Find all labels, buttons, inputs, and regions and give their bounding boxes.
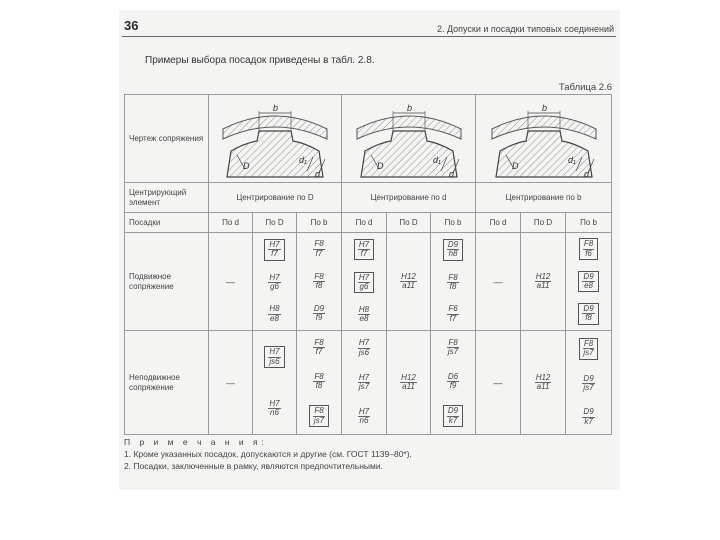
col-header: По b <box>297 213 342 233</box>
fit-shaft-tolerance: a11 <box>402 382 415 391</box>
preferred-fit <box>443 405 463 427</box>
centering-b: Центрирование по b <box>476 183 612 213</box>
fit-shaft-tolerance: f6 <box>585 248 592 258</box>
fit-shaft-tolerance: js7 <box>358 381 370 391</box>
note-item: 1. Кроме указанных посадок, допускаются и другие (см. ГОСТ 1139–80*). <box>124 449 412 459</box>
fit-fraction <box>310 338 327 358</box>
fit-hole-tolerance: F8 <box>583 338 594 348</box>
shaft-section <box>496 131 592 177</box>
fit-fraction <box>444 304 461 324</box>
fit-hole-tolerance: F8 <box>448 337 458 347</box>
fit-fraction <box>355 305 373 325</box>
fit-hole-tolerance: D9 <box>447 239 459 249</box>
header-rule <box>122 36 616 37</box>
fit-fraction <box>444 273 461 293</box>
shaft-section <box>227 131 323 177</box>
col-header: По d <box>209 213 253 233</box>
diagram-label: d <box>448 168 454 179</box>
fit-cell <box>387 233 431 331</box>
note-item: 2. Посадки, заключенные в рамку, являются предпочтительными. <box>124 461 383 471</box>
fit-cell <box>387 331 431 435</box>
diagram-label: d₁ <box>432 154 441 165</box>
fit-shaft-tolerance: f7 <box>315 248 323 258</box>
intro-text: Примеры выбора посадок приведены в табл. 2.8. <box>145 55 375 66</box>
fit-shaft-tolerance: n6 <box>270 408 279 418</box>
fit-hole-tolerance: H12 <box>401 372 416 382</box>
fit-fraction <box>444 338 461 358</box>
fit-fraction <box>397 373 420 393</box>
drawing-cell <box>209 95 342 183</box>
fit-shaft-tolerance: f7 <box>360 249 368 258</box>
diagram-label: D <box>376 160 384 171</box>
fit-shaft-tolerance: js6 <box>358 347 370 357</box>
fit-shaft-tolerance: a11 <box>536 382 550 391</box>
diagram-label: b <box>541 102 547 113</box>
fit-fraction <box>355 338 373 358</box>
fit-shaft-tolerance: g6 <box>270 281 279 291</box>
fits-table <box>124 94 612 435</box>
fit-hole-tolerance: F8 <box>314 337 324 347</box>
fit-hole-tolerance: H7 <box>358 239 370 249</box>
diagram-label: D <box>243 160 250 171</box>
drawing-cell <box>342 95 476 183</box>
diagram-label: D <box>511 160 519 171</box>
no-fit-dash: — <box>226 276 235 287</box>
fits-header-row <box>125 213 612 233</box>
col-header: По b <box>431 213 476 233</box>
diagram-label: d <box>583 168 589 179</box>
fit-hole-tolerance: F8 <box>314 271 324 281</box>
fit-fraction <box>397 272 420 292</box>
fit-shaft-tolerance: js7 <box>447 347 459 357</box>
fit-hole-tolerance: D9 <box>447 406 459 416</box>
drawing-cell <box>476 95 612 183</box>
fit-shaft-tolerance: f8 <box>585 313 592 323</box>
fit-fraction <box>265 399 283 419</box>
fit-cell <box>297 331 342 435</box>
fit-shaft-tolerance: e8 <box>270 313 279 323</box>
preferred-fit <box>354 272 374 294</box>
no-fit-dash: — <box>493 377 503 388</box>
fit-fraction <box>444 372 462 392</box>
fit-hole-tolerance: H12 <box>535 372 551 382</box>
table-caption: Таблица 2.6 <box>558 82 612 93</box>
fit-hole-tolerance: H7 <box>358 372 370 382</box>
fit-fraction <box>355 373 373 393</box>
centering-row <box>125 183 612 213</box>
preferred-fit <box>443 239 463 261</box>
fit-hole-tolerance: F8 <box>448 272 458 282</box>
fit-hole-tolerance: H12 <box>401 271 416 281</box>
fit-cell <box>431 331 476 435</box>
fit-hole-tolerance: D9 <box>583 407 594 417</box>
fit-hole-tolerance: H7 <box>269 347 280 357</box>
fit-hole-tolerance: H7 <box>269 239 280 249</box>
col-header: По D <box>521 213 566 233</box>
fixed-row <box>125 331 612 435</box>
diagram-label: b <box>273 102 279 113</box>
fit-cell <box>521 233 566 331</box>
fit-shaft-tolerance: js7 <box>583 382 594 392</box>
fit-fraction <box>579 374 597 394</box>
fit-fraction <box>532 272 555 292</box>
fit-fraction <box>532 373 555 393</box>
fit-shaft-tolerance: h8 <box>448 249 458 259</box>
row-label-centering: Центрирующий элемент <box>125 183 209 213</box>
fit-shaft-tolerance: k7 <box>448 415 458 425</box>
centering-d-inner: Центрирование по d <box>342 183 476 213</box>
fit-fraction <box>265 304 283 324</box>
diagram-label: d <box>315 168 321 179</box>
preferred-fit <box>578 303 598 325</box>
fit-shaft-tolerance: a11 <box>536 281 550 290</box>
fit-cell <box>253 331 297 435</box>
fit-cell <box>253 233 297 331</box>
centering-d-outer: Центрирование по D <box>209 183 342 213</box>
fit-shaft-tolerance: f8 <box>315 280 323 290</box>
col-header: По d <box>476 213 521 233</box>
fit-shaft-tolerance: e8 <box>359 314 369 323</box>
fit-hole-tolerance: H7 <box>358 272 370 282</box>
fit-shaft-tolerance: js7 <box>313 415 325 425</box>
fit-fraction <box>355 407 373 427</box>
fit-hole-tolerance: D9 <box>583 303 594 313</box>
fit-cell <box>476 233 521 331</box>
diagram-label: b <box>406 102 412 113</box>
fit-cell <box>342 331 387 435</box>
section-title: 2. Допуски и посадки типовых соединений <box>436 24 614 34</box>
fit-cell <box>431 233 476 331</box>
preferred-fit <box>354 239 374 261</box>
col-header: По d <box>342 213 387 233</box>
fit-cell <box>209 331 253 435</box>
fit-hole-tolerance: H8 <box>358 304 370 314</box>
shaft-section <box>361 131 457 177</box>
fit-hole-tolerance: H7 <box>358 406 370 416</box>
row-label-fits: Посадки <box>125 213 209 233</box>
fit-hole-tolerance: H7 <box>269 272 280 282</box>
fit-hole-tolerance: D9 <box>313 303 325 313</box>
fit-shaft-tolerance: js6 <box>269 356 280 366</box>
fit-cell <box>342 233 387 331</box>
row-label-drawing: Чертеж сопряжения <box>125 95 209 183</box>
fit-fraction <box>265 273 283 293</box>
fit-shaft-tolerance: k7 <box>584 416 593 426</box>
fit-shaft-tolerance: f9 <box>315 313 323 323</box>
col-header: По b <box>566 213 612 233</box>
fit-hole-tolerance: H8 <box>269 304 280 314</box>
spline-diagram-centering-b <box>484 99 604 179</box>
fit-hole-tolerance: F8 <box>314 239 324 249</box>
fit-cell <box>566 233 612 331</box>
fit-fraction <box>310 304 328 324</box>
preferred-fit <box>578 271 598 293</box>
page-number: 36 <box>124 18 139 33</box>
fit-fraction <box>310 372 327 392</box>
col-header: По D <box>253 213 297 233</box>
preferred-fit <box>264 346 284 368</box>
preferred-fit <box>579 338 598 360</box>
fit-hole-tolerance: F8 <box>583 239 594 249</box>
fit-hole-tolerance: F8 <box>314 406 324 416</box>
fit-hole-tolerance: D6 <box>447 371 459 381</box>
fit-shaft-tolerance: f7 <box>449 313 457 323</box>
fit-cell <box>566 331 612 435</box>
preferred-fit <box>264 239 284 261</box>
fit-cell <box>521 331 566 435</box>
fit-fraction <box>579 407 597 427</box>
preferred-fit <box>309 405 328 427</box>
fit-shaft-tolerance: f8 <box>315 380 323 390</box>
preferred-fit <box>579 238 598 260</box>
no-fit-dash: — <box>226 377 235 388</box>
spline-diagram-centering-d-outer <box>215 99 335 179</box>
fit-hole-tolerance: F8 <box>314 371 324 381</box>
col-header: По D <box>387 213 431 233</box>
fit-shaft-tolerance: g6 <box>359 282 369 291</box>
diagram-label: d₁ <box>567 154 576 165</box>
notes-block <box>124 436 412 472</box>
no-fit-dash: — <box>493 276 503 287</box>
fit-cell <box>297 233 342 331</box>
notes-title: П р и м е ч а н и я: <box>124 437 267 447</box>
drawing-row <box>125 95 612 183</box>
fit-shaft-tolerance: n6 <box>359 416 369 426</box>
fit-shaft-tolerance: f7 <box>271 249 278 259</box>
fit-shaft-tolerance: f8 <box>449 281 457 291</box>
row-label-movable: Подвижное сопряжение <box>125 233 209 331</box>
fit-hole-tolerance: H7 <box>269 398 280 408</box>
diagram-label: d₁ <box>299 154 307 165</box>
fit-hole-tolerance: H12 <box>535 271 551 281</box>
movable-row <box>125 233 612 331</box>
fit-hole-tolerance: H7 <box>358 338 370 348</box>
fit-fraction <box>310 239 327 259</box>
fit-hole-tolerance: D9 <box>583 271 594 281</box>
fit-hole-tolerance: D9 <box>583 373 594 383</box>
fit-shaft-tolerance: a11 <box>402 281 415 290</box>
fit-shaft-tolerance: js7 <box>583 348 594 358</box>
fit-shaft-tolerance: f7 <box>315 347 323 357</box>
fit-cell <box>476 331 521 435</box>
fit-cell <box>209 233 253 331</box>
fit-shaft-tolerance: f9 <box>449 380 457 390</box>
fit-fraction <box>310 272 327 292</box>
fit-shaft-tolerance: e8 <box>584 280 593 290</box>
fit-hole-tolerance: F6 <box>448 304 458 314</box>
row-label-fixed: Неподвижное сопряжение <box>125 331 209 435</box>
spline-diagram-centering-d-inner <box>349 99 469 179</box>
